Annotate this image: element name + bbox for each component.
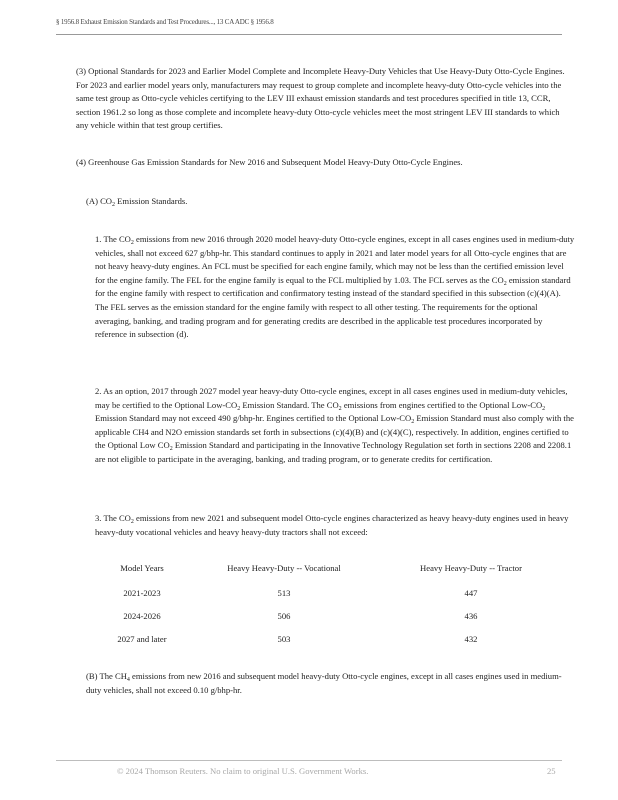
co2-standard-paragraph-2: 2. As an option, 2017 through 2027 model year heavy-duty Otto-cycle engines, except in all cases engines used in medium-duty vehicles, may be certified to the Optional Low-$CO_2$ Emission Standard. The $CO_2$ emissions from engines certified to the Optional Low-$CO_2$ Emission Standard may not exceed 490 g/bhp-hr. Engines certified to the Optional Low-$CO_2$ Emission Standard must also comply with the applicable CH4 and N2O emission standards set forth in subsections (c)(4)(B) and (c)(4)(C), respectively. In addition, engines certified to the Optional Low $CO_2$ Emission Standard and participating in the Innovative Technology Regulation set forth in sections 2208 and 2208.1 are not eligible to participate in the averaging, banking, and trading program, or to generate credits for certification. <box>95 386 574 464</box>
ghg-standards-heading: (4) Greenhouse Gas Emission Standards for New 2016 and Subsequent Model Heavy-Duty Otto-Cycle Engines. <box>76 157 463 167</box>
table-row <box>98 627 560 650</box>
table-cell: 432 <box>464 633 478 644</box>
co2-standard-paragraph-3: 3. The $CO_2$ emissions from new 2021 and subsequent model Otto-cycle engines characterized as heavy heavy-duty engines used in heavy heavy-duty vocational vehicles and heavy heavy-duty tractors shall not exceed: <box>95 513 569 537</box>
table-cell: 436 <box>464 610 478 621</box>
footer-divider <box>56 760 562 761</box>
co2-emission-table <box>98 563 560 650</box>
table-cell: 506 <box>277 610 291 621</box>
copyright-notice: © 2024 Thomson Reuters. No claim to original U.S. Government Works. <box>117 766 369 776</box>
table-row <box>98 581 560 604</box>
table-header-row <box>98 563 560 581</box>
table-cell: 2024-2026 <box>123 610 161 621</box>
optional-standards-paragraph: (3) Optional Standards for 2023 and Earlier Model Complete and Incomplete Heavy-Duty Vehicles that Use Heavy-Duty Otto-Cycle Engines. For 2023 and earlier model years only, manufacturers may request to group complete and incomplete heavy-duty Otto-cycle vehicles into the same test group as Otto-cycle vehicles certifying to the LEV III exhaust emission standards and test procedures specified in title 13, CCR, section 1961.2 so long as those complete and incomplete heavy-duty Otto-cycle vehicles meet the most stringent LEV III standards to which any vehicle within that test group certifies. <box>76 66 565 131</box>
table-cell: 2021-2023 <box>123 587 161 598</box>
running-head: § 1956.8 Exhaust Emission Standards and Test Procedures..., 13 CA ADC § 1956.8 <box>56 18 274 26</box>
table-header-cell: Heavy Heavy-Duty -- Vocational <box>227 563 341 573</box>
header-divider <box>56 34 562 35</box>
page-number: 25 <box>547 766 556 776</box>
table-row <box>98 604 560 627</box>
table-header-cell: Heavy Heavy-Duty -- Tractor <box>420 563 522 573</box>
table-cell: 503 <box>277 633 291 644</box>
table-cell: 2027 and later <box>117 633 167 644</box>
table-header-cell: Model Years <box>120 563 164 573</box>
ch4-standard-paragraph: (B) The $CH_4$ emissions from new 2016 and subsequent model heavy-duty Otto-cycle engines, except in all cases engines used in medium-duty vehicles, shall not exceed 0.10 g/bhp-hr. <box>86 671 562 695</box>
table-cell: 513 <box>277 587 291 598</box>
table-cell: 447 <box>464 587 478 598</box>
co2-standards-heading: (A) $CO_2$ Emission Standards. <box>86 196 188 208</box>
co2-standard-paragraph-1: 1. The $CO_2$ emissions from new 2016 through 2020 model heavy-duty Otto-cycle engines, except in all cases engines used in medium-duty vehicles, shall not exceed 627 g/bhp-hr. This standard continues to apply in 2021 and later model years for all Otto-cycle engines that are not heavy heavy-duty engines. An FCL must be specified for each engine family, which may not be less than the certified emission level for the engine family. The FEL for the engine family is equal to the FCL multiplied by 1.03. The FCL serves as the $CO_2$ emission standard for the engine family with respect to certification and confirmatory testing instead of the standard specified in this subsection (c)(4)(A). The FEL serves as the emission standard for the engine family with respect to all other testing. The requirements for the optional averaging, banking, and trading program and for generating credits are described in the applicable test procedures incorporated by reference in subsection (d). <box>95 234 575 340</box>
